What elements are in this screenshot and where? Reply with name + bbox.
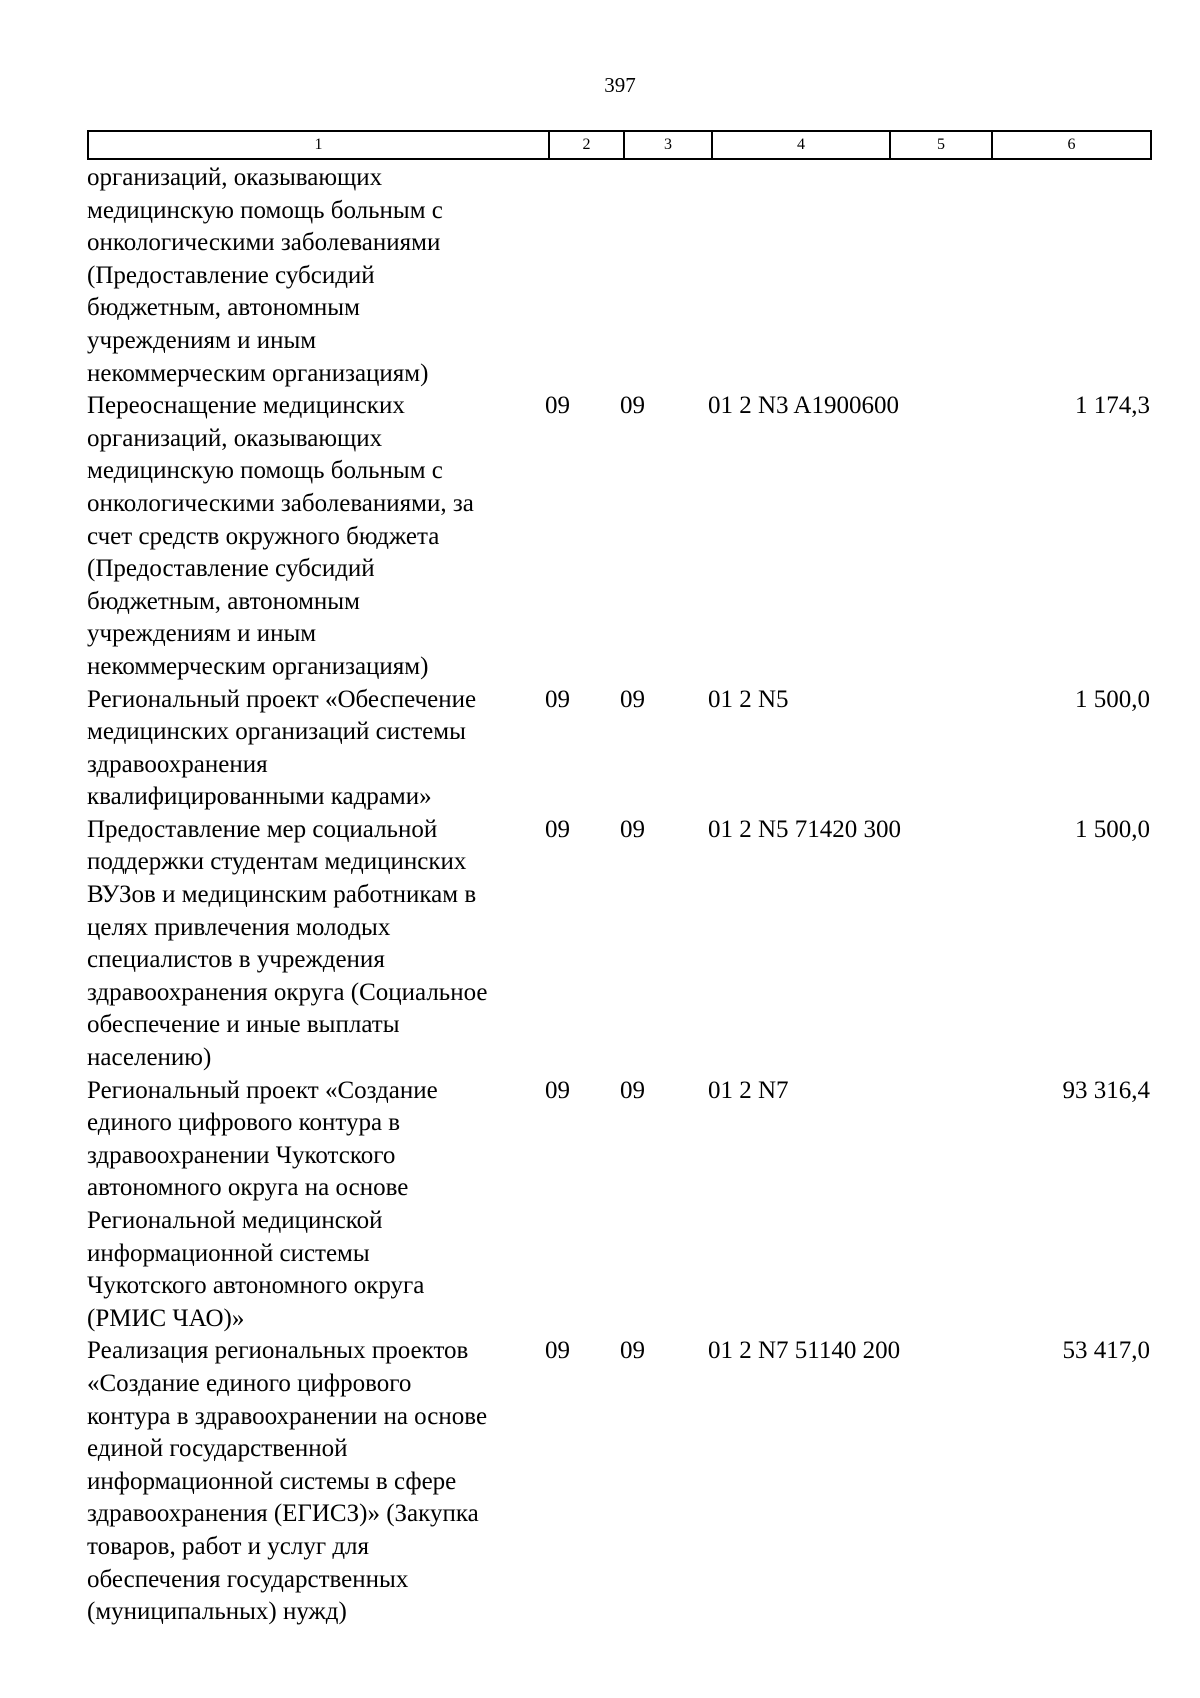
row-section: 09 (545, 685, 570, 713)
row-target-code: 01 2 N7 51140 200 (708, 1337, 901, 1365)
column-header-3: 3 (624, 131, 712, 159)
row-section: 09 (545, 1337, 570, 1365)
row-target-code: 01 2 N5 71420 300 (708, 815, 902, 843)
row-amount (988, 162, 1150, 390)
budget-table-body (87, 162, 1150, 1629)
table-row (87, 1335, 1150, 1628)
table-row (87, 162, 1150, 390)
row-subsection: 09 (620, 815, 645, 843)
row-subsection: 09 (620, 1337, 645, 1365)
row-section: 09 (545, 1076, 570, 1104)
column-header-4: 4 (712, 131, 890, 159)
row-subsection: 09 (620, 392, 645, 420)
column-header-2: 2 (549, 131, 624, 159)
row-subsection: 09 (620, 685, 645, 713)
row-subsection: 09 (620, 1076, 645, 1104)
row-target-code (708, 162, 988, 390)
page-number: 397 (604, 73, 636, 97)
row-description: Региональный проект «Обеспечение медицинских организаций системы здравоохранения квалифицированными кадрами» (87, 685, 477, 811)
row-description: Предоставление мер социальной поддержки студентам медицинских ВУЗов и медицинским работникам в целях привлечения молодых специалистов в учреждения здравоохранения округа (Социальное обеспечение и иные выплаты населению) (87, 815, 488, 1072)
column-header-6: 6 (992, 131, 1151, 159)
row-description: организаций, оказывающих медицинскую помощь больным с онкологическими заболеваниями (Предоставление субсидий бюджетным, автономным учреждениям и иным некоммерческим организациям) (87, 164, 443, 387)
row-amount: 1 174,3 (1075, 392, 1150, 420)
column-header-5: 5 (890, 131, 992, 159)
column-header-row (87, 130, 1152, 160)
row-description: Переоснащение медицинских организаций, оказывающих медицинскую помощь больным с онкологическими заболеваниями, за счет средств окружного бюджета (Предоставление субсидий бюджетным, автономным учреждениям и иным некоммерческим организациям) (87, 392, 474, 680)
row-section: 09 (545, 815, 570, 843)
table-row (87, 814, 1150, 1075)
row-amount: 93 316,4 (1062, 1076, 1150, 1104)
row-target-code: 01 2 N5 (708, 685, 789, 713)
row-amount: 1 500,0 (1075, 685, 1150, 713)
table-row (87, 684, 1150, 814)
column-header-1: 1 (88, 131, 549, 159)
table-row (87, 390, 1150, 683)
table-row (87, 1075, 1150, 1336)
row-subsection (620, 162, 708, 390)
row-section (545, 162, 620, 390)
row-target-code: 01 2 N3 A1900600 (708, 392, 899, 420)
row-description: Региональный проект «Создание единого цифрового контура в здравоохранении Чукотского автономного округа на основе Региональной медицинской информационной системы Чукотского автономного округа (РМИС ЧАО)» (87, 1076, 438, 1332)
row-amount: 1 500,0 (1075, 815, 1150, 843)
row-amount: 53 417,0 (1062, 1337, 1150, 1365)
row-target-code: 01 2 N7 (708, 1076, 789, 1104)
row-description: Реализация региональных проектов «Создание единого цифрового контура в здравоохранении на основе единой государственной информационной системы в сфере здравоохранения (ЕГИСЗ)» (Закупка товаров, работ и услуг для обеспечения государственных (муниципальных) нужд) (87, 1337, 488, 1626)
row-section: 09 (545, 392, 570, 420)
